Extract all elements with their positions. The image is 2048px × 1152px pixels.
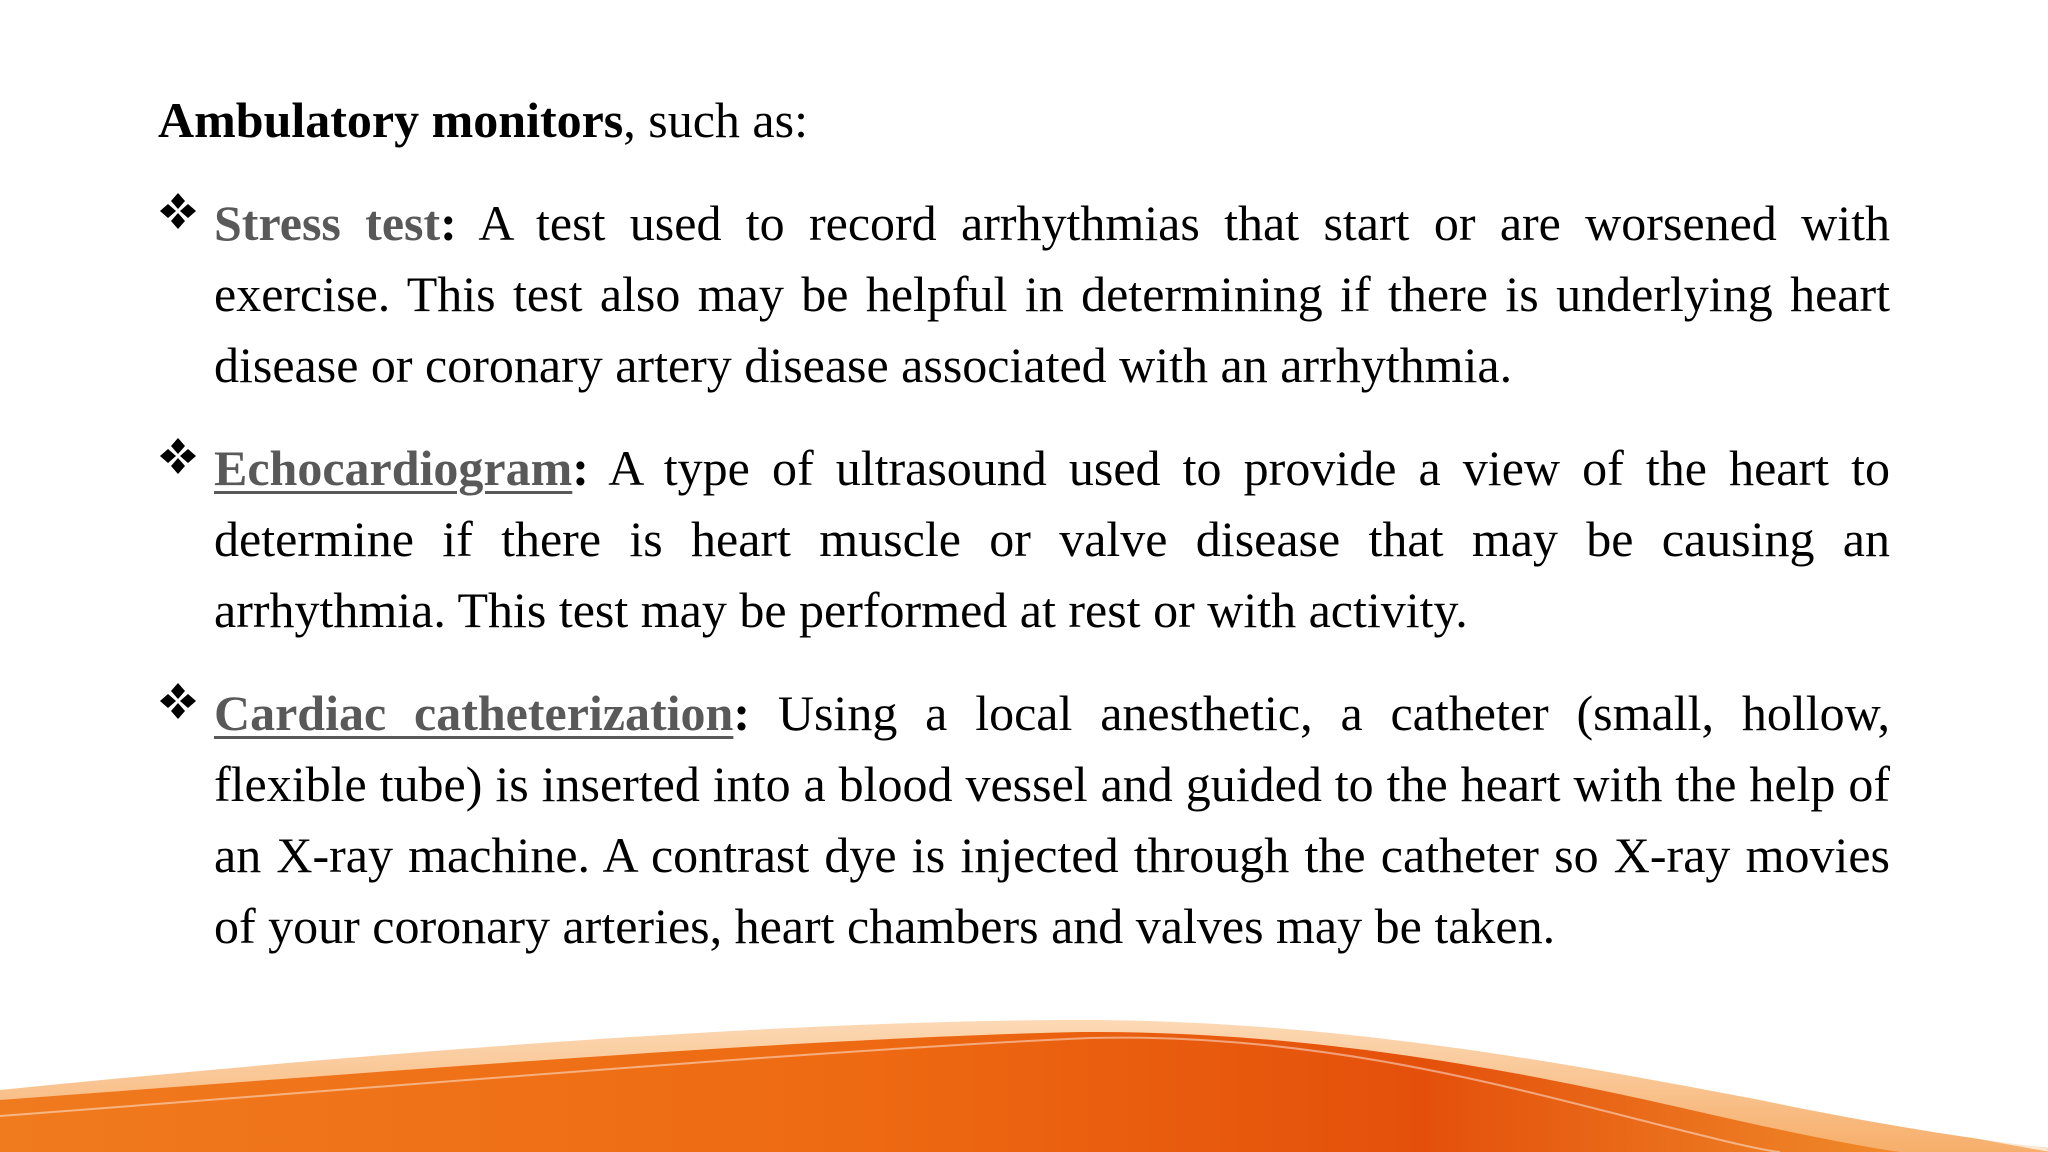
intro-bold: Ambulatory monitors [158,92,624,148]
bullet-list [158,188,1890,962]
four-diamond-bullet-icon [158,191,198,231]
list-item-echocardiogram [158,433,1890,646]
item-description: Using a local anesthetic, a catheter (small, hollow, flexible tube) is inserted into a blood vessel and guided to the heart with the help of an X-ray machine. A contrast dye is injected through the catheter so X-ray movies of your coronary arteries, heart chambers and valves may be taken. [214,685,1890,954]
list-item-stress-test [158,188,1890,401]
term-echocardiogram-link[interactable]: Echocardiogram [214,440,573,496]
term-colon: : [572,440,589,496]
orange-wave-decoration [0,990,2048,1152]
list-item-cardiac-catheterization [158,678,1890,962]
item-description: A test used to record arrhythmias that start or are worsened with exercise. This test also may be helpful in determining if there is underlying heart disease or coronary artery disease associated with an arrhythmia. [214,195,1890,393]
term-cardiac-catheterization-link[interactable]: Cardiac catheterization [214,685,734,741]
intro-rest: , such as: [623,92,808,148]
four-diamond-bullet-icon [158,436,198,476]
term-colon: : [440,195,457,251]
term-stress-test: Stress test [214,195,441,251]
four-diamond-bullet-icon [158,681,198,721]
term-colon: : [733,685,751,741]
item-description: A type of ultrasound used to provide a view of the heart to determine if there is heart muscle or valve disease that may be causing an arrhythmia. This test may be performed at rest or with activity. [214,440,1890,638]
intro-line [158,88,808,152]
